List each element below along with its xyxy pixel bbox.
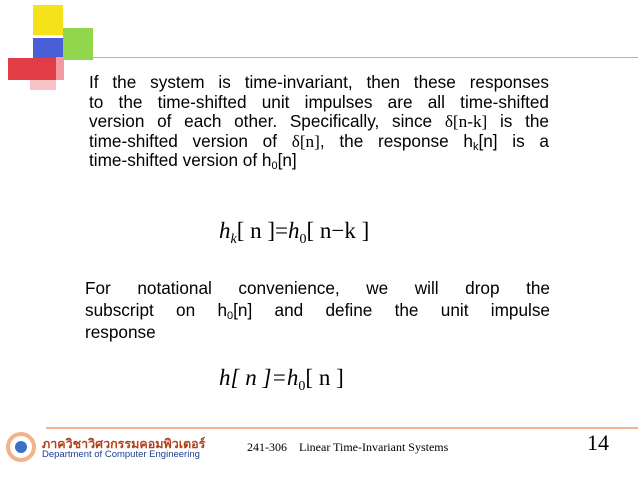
department-logo-icon — [6, 432, 36, 462]
para1-line3: version of each other. Specifically, since δ[n-k] is the — [89, 111, 549, 131]
para2-line1: For notational convenience, we will drop the — [85, 278, 550, 298]
para1-line2: to the time-shifted unit impulses are all time-shifted — [89, 91, 549, 112]
paragraph-notation — [85, 277, 550, 343]
header-rule — [56, 57, 638, 58]
para1-line5: time-shifted version of $h_0[n]$ — [89, 150, 297, 172]
para2-line3: response — [85, 322, 156, 342]
footer-rule — [46, 427, 638, 429]
paragraph-time-invariance — [89, 73, 549, 171]
department-name-english: Department of Computer Engineering — [42, 449, 200, 460]
page-number: 14 — [587, 430, 609, 455]
para2-line2: subscript on $h_0[n]$ and define the unit impulse — [85, 300, 550, 322]
course-title: 241-306 Linear Time-Invariant Systems — [247, 440, 449, 454]
para1-line1: If the system is time-invariant, then these responses — [89, 72, 549, 92]
department-name-thai: ภาควิชาวิศวกรรมคอมพิวเตอร์ — [42, 437, 206, 451]
equation-shifted-response: $h_k$[ n ]$=h_0$[ n−k ] — [219, 218, 370, 247]
para1-line4: time-shifted version of δ[n], the response $h_k[n]$ is a — [89, 130, 549, 153]
equation-unit-impulse-response: h[ n ]$=h_0$[ n ] — [219, 365, 344, 394]
